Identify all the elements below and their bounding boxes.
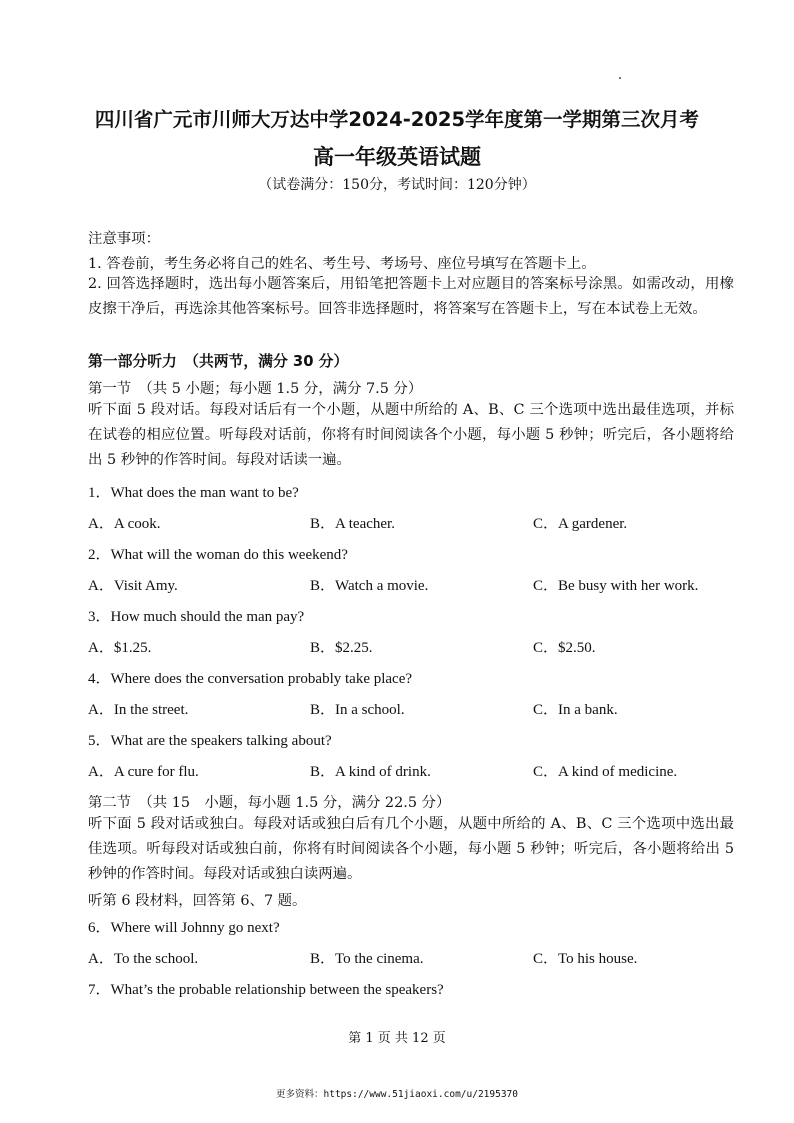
material-6-note: 听第 6 段材料，回答第 6、7 题。 <box>88 893 307 909</box>
q3-option-c: C．$2.50. <box>533 640 596 656</box>
q2-option-a: A．Visit Amy. <box>88 578 178 594</box>
q6-option-c: C．To his house. <box>533 951 638 967</box>
q2-option-c: C．Be busy with her work. <box>533 578 699 594</box>
q5-option-b: B．A kind of drink. <box>310 764 431 780</box>
notes-item-2: 2. 回答选择题时，选出每小题答案后，用铅笔把答题卡上对应题目的答案标号涂黑。如需改动，用橡皮擦干净后，再选涂其他答案标号。回答非选择题时，将答案写在答题卡上，写在本试卷上无效。 <box>88 276 734 317</box>
q2-option-b: B．Watch a movie. <box>310 578 429 594</box>
section1-heading: 第一节 （共 5 小题；每小题 1.5 分，满分 7.5 分） <box>88 381 423 397</box>
question-2: 2．What will the woman do this weekend? <box>88 547 348 563</box>
q1-option-c: C．A gardener. <box>533 516 628 532</box>
exam-time-info: （试卷满分：150分，考试时间：120分钟） <box>258 177 536 193</box>
q3-option-a: A．$1.25. <box>88 640 152 656</box>
part1-heading: 第一部分听力 （共两节，满分 30 分） <box>88 353 349 370</box>
page-number: 第 1 页 共 12 页 <box>348 1031 446 1046</box>
q4-option-b: B．In a school. <box>310 702 405 718</box>
question-5: 5．What are the speakers talking about? <box>88 733 332 749</box>
question-3: 3．How much should the man pay? <box>88 609 305 625</box>
question-7: 7．What’s the probable relationship between the speakers? <box>88 982 444 998</box>
question-6: 6．Where will Johnny go next? <box>88 920 280 936</box>
section2-instructions: 听下面 5 段对话或独白。每段对话或独白后有几个小题，从题中所给的 A、B、C 三个选项中选出最佳选项。听每段对话或独白前，你将有时间阅读各个小题，每小题 5 秒钟；听完后，各小题将给出 5 秒钟的作答时间。每段对话或独白读两遍。 <box>88 816 734 882</box>
question-1: 1．What does the man want to be? <box>88 485 299 501</box>
section2-heading: 第二节 （共 15 小题，每小题 1.5 分，满分 22.5 分） <box>88 795 451 811</box>
exam-title: 四川省广元市川师大万达中学2024-2025学年度第一学期第三次月考 <box>94 108 700 131</box>
scan-speck <box>619 77 621 79</box>
q6-option-a: A．To the school. <box>88 951 199 967</box>
q4-option-c: C．In a bank. <box>533 702 618 718</box>
notes-heading: 注意事项： <box>88 231 160 247</box>
q1-option-b: B．A teacher. <box>310 516 395 532</box>
source-link[interactable]: 更多资料：https://www.51jiaoxi.com/u/2195370 <box>276 1089 518 1100</box>
q5-option-a: A．A cure for flu. <box>88 764 199 780</box>
notes-item-1: 1. 答卷前，考生务必将自己的姓名、考生号、考场号、座位号填写在答题卡上。 <box>88 256 596 272</box>
q4-option-a: A．In the street. <box>88 702 189 718</box>
question-4: 4．Where does the conversation probably take place? <box>88 671 413 687</box>
q5-option-c: C．A kind of medicine. <box>533 764 678 780</box>
q6-option-b: B．To the cinema. <box>310 951 424 967</box>
q1-option-a: A．A cook. <box>88 516 161 532</box>
exam-subtitle-grade: 高一年级英语试题 <box>313 145 481 169</box>
section1-instructions: 听下面 5 段对话。每段对话后有一个小题，从题中所给的 A、B、C 三个选项中选出最佳选项，并标在试卷的相应位置。听每段对话前，你将有时间阅读各个小题，每小题 5 秒钟；听完后，各小题将给出 5 秒钟的作答时间。每段对话读一遍。 <box>88 402 734 468</box>
q3-option-b: B．$2.25. <box>310 640 373 656</box>
